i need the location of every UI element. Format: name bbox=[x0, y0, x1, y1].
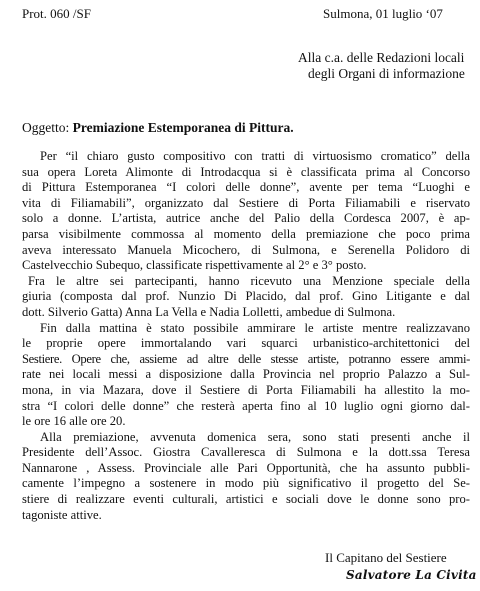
body-line: camente l’impegno a sostenere in modo più significativo il progetto del Se- bbox=[22, 476, 470, 491]
body-line: parsa visibilmente commossa al momento della premiazione che poco prima bbox=[22, 226, 470, 241]
place-date: Sulmona, 01 luglio ‘07 bbox=[323, 6, 443, 21]
body-line: dott. Silverio Gatta) Anna La Vella e Nadia Lolletti, ambedue di Sulmona. bbox=[22, 304, 396, 319]
body-line: giuria (composta dal prof. Nunzio Di Placido, dal prof. Gino Litigante e dal bbox=[22, 289, 470, 304]
body-line: Castelvecchio Subequo, classificate rispettivamente al 2° e 3° posto. bbox=[22, 258, 367, 273]
body-line: Presidente dell’Assoc. Giostra Cavalleresca di Sulmona e la dott.ssa Teresa bbox=[22, 445, 470, 460]
body-line: Sestiere. Opere che, assieme ad altre delle stesse artiste, potranno essere ammi- bbox=[22, 351, 470, 366]
subject-title: Premiazione Estemporanea di Pittura. bbox=[72, 120, 294, 135]
body-line: Nannarone , Assess. Provinciale alle Pari Opportunità, che ha assunto pubbli- bbox=[22, 460, 470, 475]
body-line: vita di Filiamabili”, organizzato dal Sestiere di Porta Filiamabili e riservato bbox=[22, 195, 470, 210]
body-line: le proprie opere immortalando vari squarci urbanistico-architettonici del bbox=[22, 336, 470, 351]
body-line: stra “I colori delle donne” che resterà aperta fino al 10 luglio ogni giorno dal- bbox=[22, 398, 470, 413]
body-line: tagoniste attive. bbox=[22, 507, 102, 522]
signature-name: Salvatore La Civita bbox=[346, 568, 477, 582]
body-line: stiere di realizzare eventi culturali, artistici e sociali dove le donne sono pro- bbox=[22, 492, 470, 507]
body-line: sua opera Loreta Alimonte di Introdacqua si è classificata prima al Concorso bbox=[22, 164, 470, 179]
body-line: di Pittura Estemporanea “I colori delle donne”, avente per tema “Luoghi e bbox=[22, 180, 470, 195]
recipient-line-2: degli Organi di informazione bbox=[308, 66, 465, 81]
body-line: mona, in via Mazara, dove il Sestiere di Porta Filiamabili ha allestito la mo- bbox=[22, 382, 470, 397]
body-line: rate nei locali messi a disposizione dalla Provincia nel proprio Palazzo a Sul- bbox=[22, 367, 470, 382]
protocol-number: Prot. 060 /SF bbox=[22, 6, 91, 21]
body-line: solo a donne. L’artista, autrice anche del Palio della Cordesca 2007, è ap- bbox=[22, 211, 470, 226]
body-line: aveva interessato Manuela Micochero, di Sulmona, e Serenella Polidoro di bbox=[22, 242, 470, 257]
letter-body bbox=[22, 149, 470, 523]
body-line: Per “il chiaro gusto compositivo con tratti di virtuosismo cromatico” della bbox=[40, 149, 470, 163]
signature-role: Il Capitano del Sestiere bbox=[325, 550, 447, 565]
subject-line bbox=[22, 120, 294, 136]
body-line: Fin dalla mattina è stato possibile ammirare le artiste mentre realizzavano bbox=[40, 320, 470, 335]
subject-label: Oggetto: bbox=[22, 120, 70, 135]
body-line: le ore 16 alle ore 20. bbox=[22, 414, 126, 429]
recipient-line-1: Alla c.a. delle Redazioni locali bbox=[298, 50, 465, 65]
body-line: Alla premiazione, avvenuta domenica sera, sono stati presenti anche il bbox=[40, 429, 470, 444]
body-line: Fra le altre sei partecipanti, hanno ricevuto una Menzione speciale della bbox=[28, 273, 470, 288]
